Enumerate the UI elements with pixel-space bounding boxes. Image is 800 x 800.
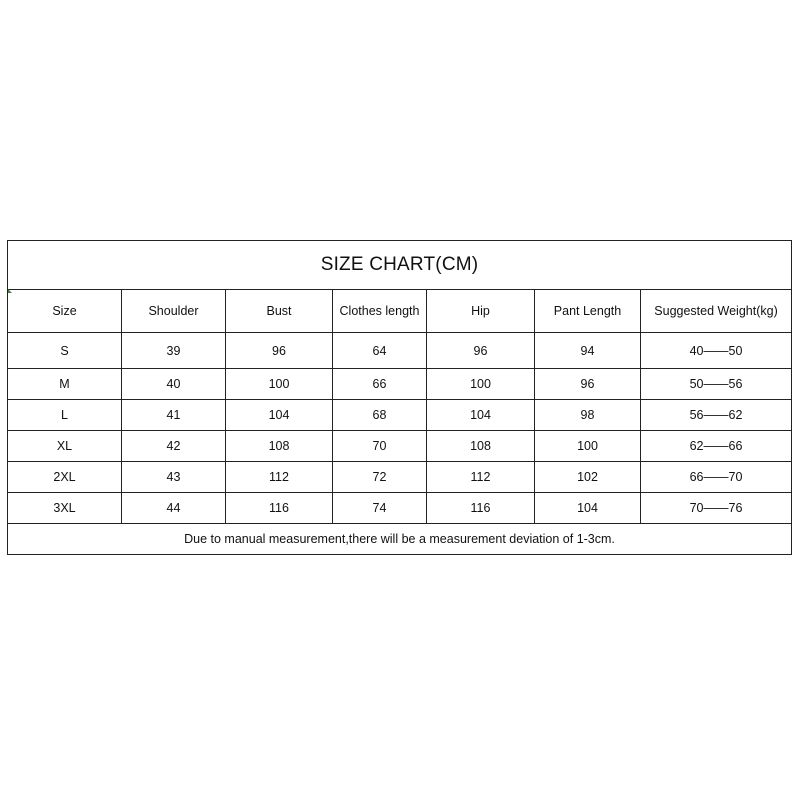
title-row (8, 241, 792, 290)
column-header-clothes-length: Clothes length (333, 290, 427, 333)
chart-title: SIZE CHART(CM) (320, 254, 479, 275)
hip-cell: 100 (427, 369, 535, 400)
hip-cell: 116 (427, 493, 535, 524)
pant-length-cell: 94 (535, 333, 641, 369)
bust-cell: 96 (226, 333, 333, 369)
suggested-weight-cell: 62——66 (641, 431, 792, 462)
header-row (8, 290, 792, 333)
size-cell: 2XL (8, 462, 122, 493)
column-header-size: Size (8, 290, 122, 333)
pant-length-cell: 102 (535, 462, 641, 493)
bust-cell: 108 (226, 431, 333, 462)
column-header-suggested-weight: Suggested Weight(kg) (641, 290, 792, 333)
clothes-length-cell: 64 (333, 333, 427, 369)
suggested-weight-cell: 66——70 (641, 462, 792, 493)
suggested-weight-cell: 40——50 (641, 333, 792, 369)
shoulder-cell: 40 (122, 369, 226, 400)
size-cell: 3XL (8, 493, 122, 524)
shoulder-cell: 39 (122, 333, 226, 369)
size-chart-table (7, 240, 792, 555)
footer-row (8, 524, 792, 555)
clothes-length-cell: 74 (333, 493, 427, 524)
size-cell: M (8, 369, 122, 400)
hip-cell: 108 (427, 431, 535, 462)
shoulder-cell: 43 (122, 462, 226, 493)
pant-length-cell: 96 (535, 369, 641, 400)
pant-length-cell: 100 (535, 431, 641, 462)
bust-cell: 116 (226, 493, 333, 524)
column-header-shoulder: Shoulder (122, 290, 226, 333)
column-header-pant-length: Pant Length (535, 290, 641, 333)
column-header-bust: Bust (226, 290, 333, 333)
bust-cell: 104 (226, 400, 333, 431)
size-cell: S (8, 333, 122, 369)
shoulder-cell: 42 (122, 431, 226, 462)
column-header-hip: Hip (427, 290, 535, 333)
clothes-length-cell: 66 (333, 369, 427, 400)
pant-length-cell: 104 (535, 493, 641, 524)
shoulder-cell: 44 (122, 493, 226, 524)
clothes-length-cell: 72 (333, 462, 427, 493)
suggested-weight-cell: 50——56 (641, 369, 792, 400)
corner-mark-icon (8, 289, 12, 293)
chart-title-cell (8, 241, 792, 290)
table-row (8, 400, 792, 431)
size-cell: L (8, 400, 122, 431)
table-row (8, 333, 792, 369)
clothes-length-cell: 68 (333, 400, 427, 431)
suggested-weight-cell: 56——62 (641, 400, 792, 431)
measurement-note: Due to manual measurement,there will be a measurement deviation of 1-3cm. (8, 524, 792, 555)
bust-cell: 100 (226, 369, 333, 400)
hip-cell: 104 (427, 400, 535, 431)
clothes-length-cell: 70 (333, 431, 427, 462)
table-row (8, 431, 792, 462)
bust-cell: 112 (226, 462, 333, 493)
table-row (8, 369, 792, 400)
hip-cell: 96 (427, 333, 535, 369)
table-row (8, 462, 792, 493)
pant-length-cell: 98 (535, 400, 641, 431)
shoulder-cell: 41 (122, 400, 226, 431)
size-cell: XL (8, 431, 122, 462)
hip-cell: 112 (427, 462, 535, 493)
suggested-weight-cell: 70——76 (641, 493, 792, 524)
table-row (8, 493, 792, 524)
